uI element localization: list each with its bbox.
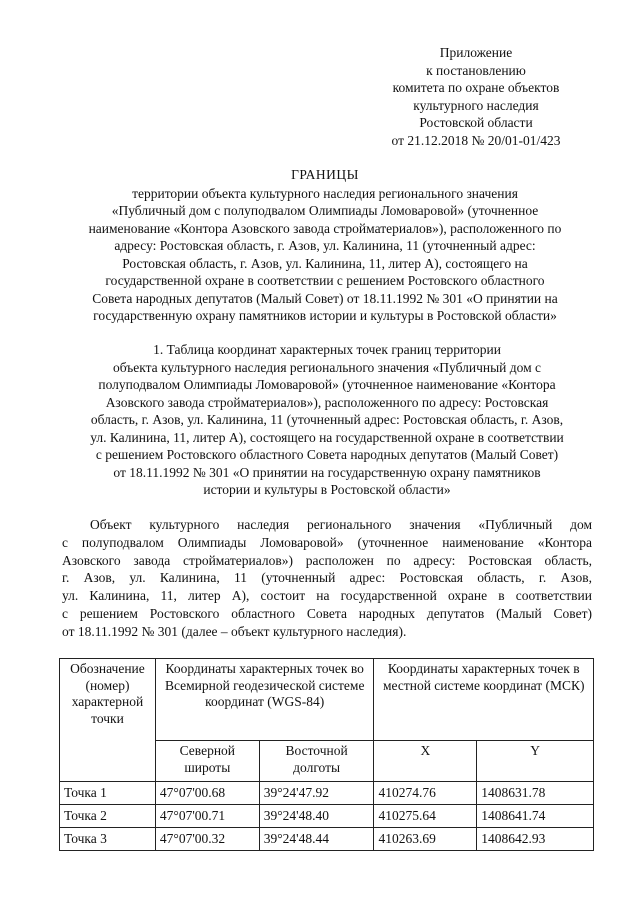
section-line: с решением Ростовского областного Совета народных депутатов (Малый Совет)	[95, 447, 559, 462]
section-line: от 18.11.1992 № 301 «О принятии на государственную охрану памятников	[113, 464, 541, 480]
title-line: Совета народных депутатов (Малый Совет) от 18.11.1992 № 301 «О принятии на	[92, 290, 558, 306]
lat-cell: 47°07'00.68	[155, 782, 259, 805]
appendix-line: культурного наследия	[413, 97, 539, 113]
section-line: полуподвалом Олимпиады Ломоваровой» (уточненное наименование «Контора	[98, 377, 556, 392]
paragraph-line: с полуподвалом Олимпиады Ломоваровой» (уточненное наименование «Контора	[62, 534, 592, 550]
appendix-line: к постановлению	[426, 62, 526, 78]
section-1-heading	[62, 341, 592, 499]
x-cell: 410275.64	[374, 805, 477, 828]
lon-cell: 39°24'47.92	[259, 782, 374, 805]
paragraph-line: от 18.11.1992 № 301 (далее – объект культурного наследия).	[62, 623, 407, 639]
header-wgs-cell: Координаты характерных точек во Всемирной геодезической системе координат (WGS-84)	[155, 659, 374, 741]
table-header-row	[60, 659, 594, 741]
point-cell: Точка 3	[60, 828, 156, 851]
point-cell: Точка 1	[60, 782, 156, 805]
section-line: область, г. Азов, ул. Калинина, 11 (уточненный адрес: Ростовская область, г. Азов,	[90, 412, 564, 427]
section-line: 1. Таблица координат характерных точек границ территории	[153, 342, 501, 357]
lon-cell: 39°24'48.44	[259, 828, 374, 851]
appendix-line: комитета по охране объектов	[392, 80, 560, 96]
header-x-cell: X	[374, 741, 477, 782]
appendix-line: от 21.12.2018 № 20/01-01/423	[391, 132, 561, 148]
paragraph-line: Объект культурного наследия регионального значения «Публичный дом	[90, 517, 592, 532]
paragraph-line: г. Азов, ул. Калинина, 11 (уточненный адрес: Ростовская область, г. Азов,	[62, 570, 592, 586]
x-cell: 410263.69	[374, 828, 477, 851]
title-line: адресу: Ростовская область, г. Азов, ул. Калинина, 11 (уточненный адрес:	[114, 238, 536, 253]
title-line: государственной охране в соответствии с решением Ростовского областного	[105, 273, 545, 288]
header-east-cell: Восточной долготы	[259, 741, 374, 782]
table-row	[60, 828, 594, 851]
table-row	[60, 782, 594, 805]
header-msk-cell: Координаты характерных точек в местной системе координат (МСК)	[374, 659, 594, 741]
appendix-line: Приложение	[439, 45, 513, 60]
object-description-paragraph	[62, 516, 592, 641]
appendix-block	[360, 44, 592, 150]
coordinates-table	[59, 658, 594, 851]
section-line: Азовского завода стройматериалов»), расположенного по адресу: Ростовская	[105, 394, 549, 410]
y-cell: 1408642.93	[477, 828, 594, 851]
title-line: государственную охрану памятников истории и культуры в Ростовской области»	[93, 308, 557, 323]
paragraph-line: ул. Калинина, 11, литер А), состоит на государственной охране в соответствии	[62, 588, 592, 604]
paragraph-line: Азовского завода стройматериалов») расположен по адресу: Ростовская область,	[62, 552, 592, 568]
document-title	[60, 166, 590, 325]
title-line: наименование «Контора Азовского завода стройматериалов»), расположенного по	[88, 220, 562, 236]
section-line: истории и культуры в Ростовской области»	[203, 482, 451, 497]
header-north-cell: Северной широты	[155, 741, 259, 782]
title-line: территории объекта культурного наследия регионального значения	[132, 185, 518, 201]
appendix-line: Ростовской области	[419, 115, 533, 131]
point-cell: Точка 2	[60, 805, 156, 828]
lat-cell: 47°07'00.32	[155, 828, 259, 851]
y-cell: 1408641.74	[477, 805, 594, 828]
paragraph-line: с решением Ростовского областного Совета народных депутатов (Малый Совет)	[62, 605, 592, 621]
y-cell: 1408631.78	[477, 782, 594, 805]
title-line: Ростовская область, г. Азов, ул. Калинина, 11, литер А), состоящего на	[122, 255, 528, 271]
table-row	[60, 805, 594, 828]
section-line: объекта культурного наследия регионального значения «Публичный дом с	[112, 359, 542, 375]
lon-cell: 39°24'48.40	[259, 805, 374, 828]
header-point-cell: Обозначение (номер) характерной точки	[60, 659, 156, 782]
lat-cell: 47°07'00.71	[155, 805, 259, 828]
title-heading: ГРАНИЦЫ	[291, 167, 359, 182]
title-line: «Публичный дом с полуподвалом Олимпиады Ломоваровой» (уточненное	[111, 203, 539, 218]
section-line: ул. Калинина, 11, литер А), состоящего на государственной охране в соответствии	[90, 429, 564, 445]
x-cell: 410274.76	[374, 782, 477, 805]
header-y-cell: Y	[477, 741, 594, 782]
